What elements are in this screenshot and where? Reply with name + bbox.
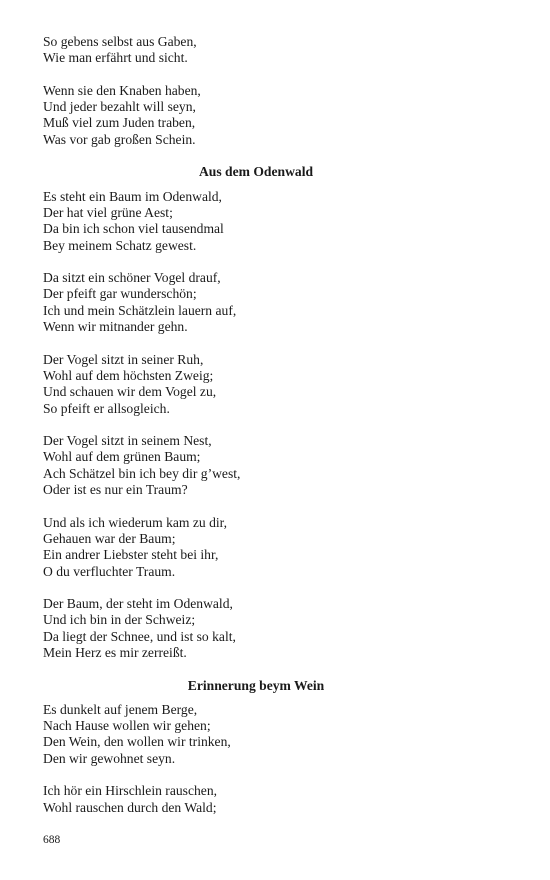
verse-line: Ich hör ein Hirschlein rauschen, bbox=[43, 783, 218, 799]
verse-line: Bey meinem Schatz gewest. bbox=[43, 237, 197, 253]
stanza bbox=[43, 270, 483, 335]
poem-title: Erinnerung beym Wein bbox=[187, 677, 325, 693]
verse-line: Wenn wir mitnander gehn. bbox=[43, 319, 188, 335]
poem-title: Aus dem Odenwald bbox=[198, 164, 314, 180]
verse-line: Den Wein, den wollen wir trinken, bbox=[43, 734, 231, 750]
verse-line: Gehauen war der Baum; bbox=[43, 530, 176, 546]
verse-line: Oder ist es nur ein Traum? bbox=[43, 482, 188, 498]
verse-line: Wenn sie den Knaben haben, bbox=[43, 82, 201, 98]
verse-line: Wie man erfährt und sicht. bbox=[43, 50, 188, 66]
verse-line: Ich und mein Schätzlein lauern auf, bbox=[43, 302, 237, 318]
verse-line: Und ich bin in der Schweiz; bbox=[43, 612, 196, 628]
verse-line: Ach Schätzel bin ich bey dir g’west, bbox=[43, 465, 241, 481]
verse-line: Da liegt der Schnee, und ist so kalt, bbox=[43, 628, 236, 644]
verse-line: Den wir gewohnet seyn. bbox=[43, 750, 176, 766]
verse-line: Was vor gab großen Schein. bbox=[43, 131, 196, 147]
verse-line: Da sitzt ein schöner Vogel drauf, bbox=[43, 270, 221, 286]
verse-line: Der pfeift gar wunderschön; bbox=[43, 286, 197, 302]
page-number: 688 bbox=[43, 834, 61, 846]
verse-line: So pfeift er allsogleich. bbox=[43, 400, 170, 416]
stanza bbox=[43, 596, 483, 661]
verse-line: Wohl auf dem grünen Baum; bbox=[43, 449, 201, 465]
verse-line: Wohl auf dem höchsten Zweig; bbox=[43, 367, 214, 383]
verse-line: Wohl rauschen durch den Wald; bbox=[43, 799, 217, 815]
verse-line: Nach Hause wollen wir gehen; bbox=[43, 718, 211, 734]
poem-section-continuation bbox=[43, 34, 483, 148]
verse-line: Ein andrer Liebster steht bei ihr, bbox=[43, 547, 219, 563]
poem-text bbox=[43, 34, 483, 832]
verse-line: Und schauen wir dem Vogel zu, bbox=[43, 384, 217, 400]
stanza bbox=[43, 783, 483, 816]
verse-line: Und als ich wiederum kam zu dir, bbox=[43, 514, 228, 530]
verse-line: Der Baum, der steht im Odenwald, bbox=[43, 596, 233, 612]
verse-line: Da bin ich schon viel tausendmal bbox=[43, 221, 224, 237]
stanza bbox=[43, 352, 483, 417]
verse-line: Es dunkelt auf jenem Berge, bbox=[43, 701, 198, 717]
poem-section-aus-dem-odenwald bbox=[43, 164, 483, 661]
stanza bbox=[43, 515, 483, 580]
stanza bbox=[43, 34, 483, 67]
verse-line: Und jeder bezahlt will seyn, bbox=[43, 99, 196, 115]
verse-line: Der Vogel sitzt in seiner Ruh, bbox=[43, 351, 204, 367]
verse-line: Der hat viel grüne Aest; bbox=[43, 204, 173, 220]
stanza bbox=[43, 83, 483, 148]
verse-line: O du verfluchter Traum. bbox=[43, 563, 176, 579]
verse-line: Mein Herz es mir zerreißt. bbox=[43, 644, 187, 660]
stanza bbox=[43, 433, 483, 498]
verse-line: Es steht ein Baum im Odenwald, bbox=[43, 188, 222, 204]
stanza bbox=[43, 702, 483, 767]
stanza bbox=[43, 189, 483, 254]
verse-line: So gebens selbst aus Gaben, bbox=[43, 34, 197, 49]
verse-line: Der Vogel sitzt in seinem Nest, bbox=[43, 433, 212, 449]
poem-section-erinnerung-beym-wein bbox=[43, 678, 483, 816]
verse-line: Muß viel zum Juden traben, bbox=[43, 115, 196, 131]
